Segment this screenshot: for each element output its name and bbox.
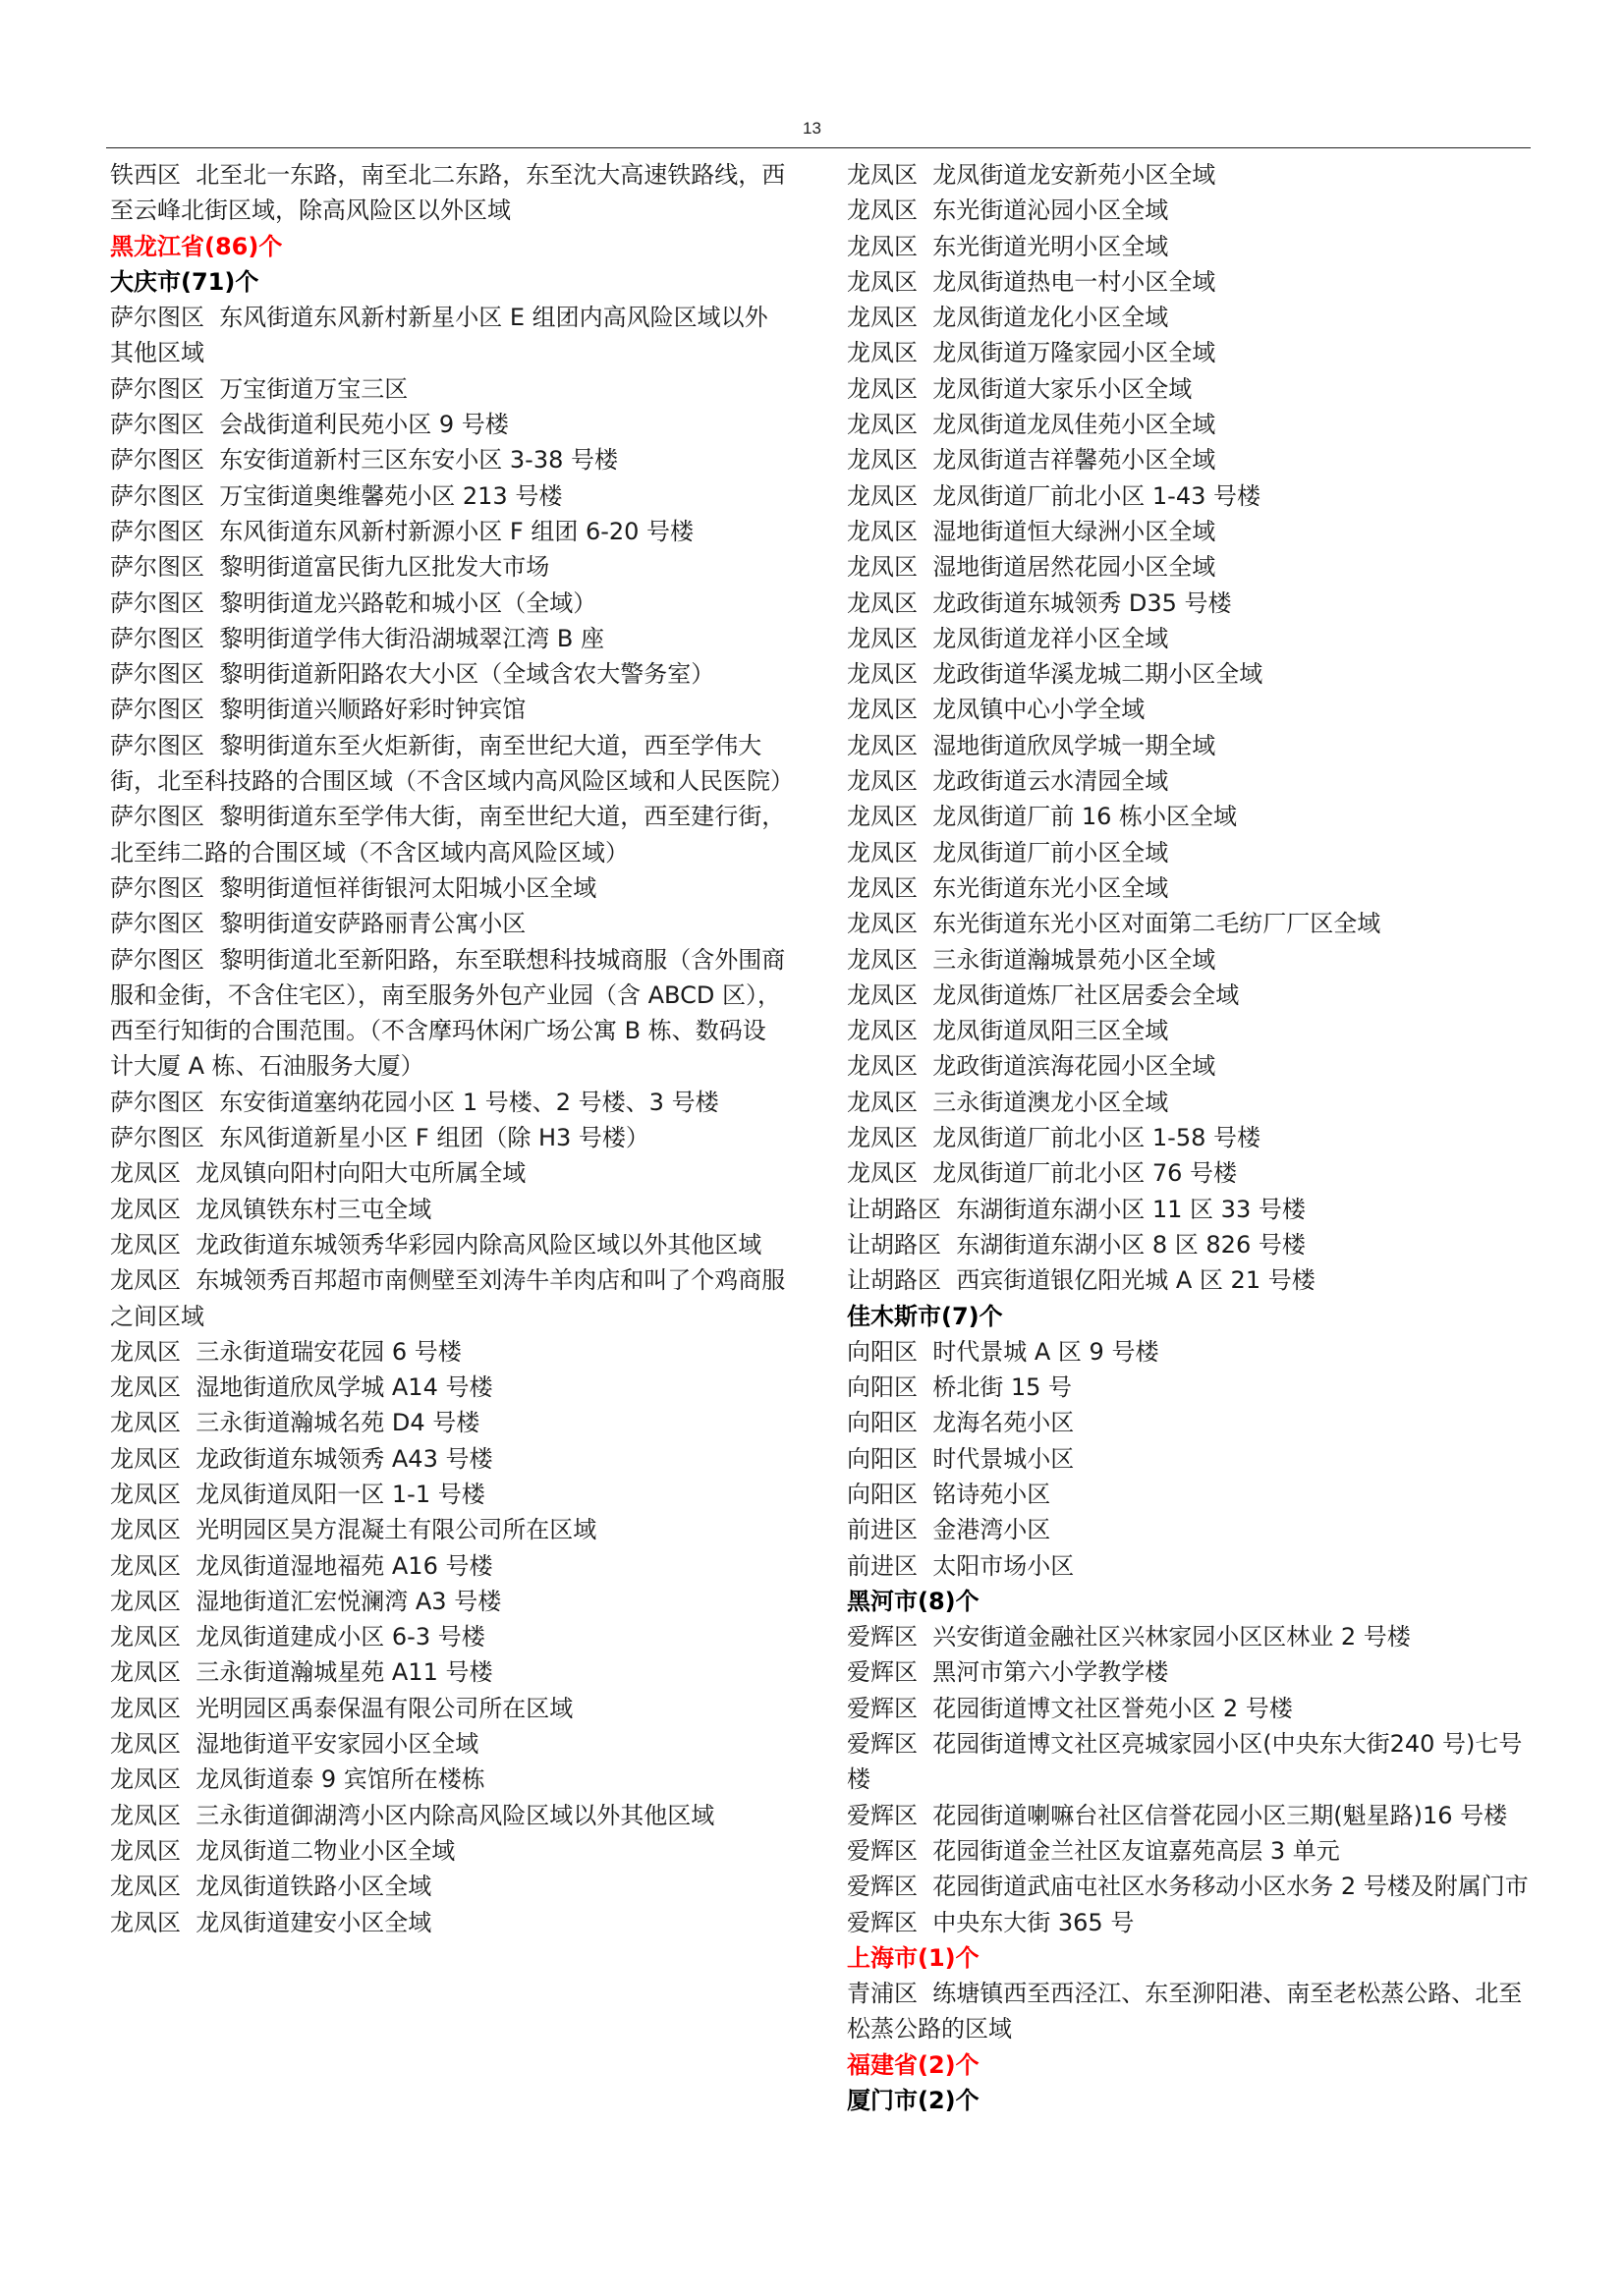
- area-entry: 爱辉区 花园街道金兰社区友谊嘉苑高层 3 单元: [847, 1836, 1340, 1865]
- area-entry: 龙凤区 龙凤街道厂前北小区 1-43 号楼: [847, 481, 1260, 510]
- area-entry: 龙凤区 三永街道澳龙小区全域: [847, 1088, 1169, 1116]
- area-entry: 萨尔图区 黎明街道东至学伟大街，南至世纪大道，西至建行街，北至纬二路的合围区域（不含区域内高风险区域）: [110, 803, 786, 867]
- area-entry: 龙凤区 龙政街道滨海花园小区全域: [847, 1052, 1216, 1081]
- area-entry: 萨尔图区 东风街道东风新村新星小区 E 组团内高风险区域以外其他区域: [110, 304, 768, 367]
- area-entry: 前进区 太阳市场小区: [847, 1551, 1075, 1580]
- area-entry: 萨尔图区 黎明街道龙兴路乾和城小区（全域）: [110, 588, 597, 617]
- area-entry: 爱辉区 花园街道博文社区亮城家园小区(中央东大街240 号)七号楼: [847, 1730, 1523, 1794]
- area-entry: 龙凤区 龙凤镇向阳村向阳大屯所属全域: [110, 1159, 527, 1188]
- area-entry: 龙凤区 湿地街道恒大绿洲小区全域: [847, 517, 1216, 545]
- area-entry: 龙凤区 龙凤镇中心小学全域: [847, 696, 1146, 724]
- area-entry: 龙凤区 湿地街道欣凤学城 A14 号楼: [110, 1373, 493, 1402]
- area-entry: 萨尔图区 黎明街道富民街九区批发大市场: [110, 553, 550, 582]
- province-heading: 上海市(1)个: [847, 1943, 980, 1972]
- area-entry: 龙凤区 龙凤街道龙祥小区全域: [847, 624, 1169, 652]
- area-entry: 龙凤区 龙凤街道大家乐小区全域: [847, 374, 1193, 403]
- area-entry: 龙凤区 龙政街道云水清园全域: [847, 767, 1169, 796]
- area-entry: 爱辉区 花园街道武庙屯社区水务移动小区水务 2 号楼及附属门市: [847, 1873, 1529, 1901]
- area-entry: 爱辉区 花园街道博文社区誉苑小区 2 号楼: [847, 1694, 1293, 1722]
- area-entry: 龙凤区 龙凤街道万隆家园小区全域: [847, 339, 1216, 367]
- area-entry: 龙凤区 龙政街道东城领秀 D35 号楼: [847, 588, 1232, 617]
- area-entry: 龙凤区 东光街道光明小区全域: [847, 232, 1169, 260]
- area-entry: 让胡路区 西宾街道银亿阳光城 A 区 21 号楼: [847, 1266, 1316, 1295]
- area-entry: 龙凤区 湿地街道平安家园小区全域: [110, 1730, 479, 1759]
- area-entry: 龙凤区 龙凤街道厂前北小区 1-58 号楼: [847, 1124, 1260, 1152]
- area-entry: 龙凤区 龙凤街道建安小区全域: [110, 1908, 432, 1936]
- area-entry: 龙凤区 湿地街道居然花园小区全域: [847, 553, 1216, 582]
- area-entry: 萨尔图区 黎明街道兴顺路好彩时钟宾馆: [110, 696, 527, 724]
- area-entry: 龙凤区 龙政街道东城领秀 A43 号楼: [110, 1444, 493, 1473]
- area-entry: 前进区 金港湾小区: [847, 1516, 1051, 1544]
- city-heading: 佳木斯市(7)个: [847, 1302, 1003, 1330]
- area-entry: 龙凤区 龙凤街道泰 9 宾馆所在楼栋: [110, 1765, 485, 1794]
- area-entry: 爱辉区 花园街道喇嘛台社区信誉花园小区三期(魁星路)16 号楼: [847, 1801, 1508, 1829]
- area-entry: 萨尔图区 东安街道塞纳花园小区 1 号楼、2 号楼、3 号楼: [110, 1088, 719, 1116]
- area-entry: 龙凤区 东光街道东光小区全域: [847, 873, 1169, 902]
- area-entry: 龙凤区 三永街道御湖湾小区内除高风险区域以外其他区域: [110, 1801, 715, 1829]
- area-entry: 龙凤区 龙政街道东城领秀华彩园内除高风险区域以外其他区域: [110, 1230, 762, 1259]
- area-entry: 萨尔图区 万宝街道奥维馨苑小区 213 号楼: [110, 481, 563, 510]
- area-entry: 萨尔图区 黎明街道东至火炬新街，南至世纪大道，西至学伟大街，北至科技路的合围区域（不含区域内高风险区域和人民医院）: [110, 731, 794, 796]
- province-heading: 黑龙江省(86)个: [110, 232, 283, 260]
- area-entry: 爱辉区 黑河市第六小学教学楼: [847, 1658, 1169, 1687]
- area-entry: 龙凤区 龙凤街道龙安新苑小区全域: [847, 161, 1216, 189]
- area-entry: 龙凤区 东光街道东光小区对面第二毛纺厂厂区全域: [847, 910, 1381, 938]
- area-entry: 龙凤区 三永街道瀚城名苑 D4 号楼: [110, 1409, 480, 1437]
- area-entry: 青浦区 练塘镇西至西泾江、东至泖阳港、南至老松蒸公路、北至松蒸公路的区域: [847, 1980, 1523, 2043]
- area-entry: 龙凤区 龙政街道华溪龙城二期小区全域: [847, 660, 1263, 689]
- area-entry: 龙凤区 龙凤街道吉祥馨苑小区全域: [847, 446, 1216, 475]
- area-entry: 萨尔图区 黎明街道新阳路农大小区（全域含农大警务室）: [110, 660, 715, 689]
- area-entry: 向阳区 时代景城 A 区 9 号楼: [847, 1337, 1159, 1366]
- area-entry: 龙凤区 龙凤街道二物业小区全域: [110, 1836, 456, 1865]
- area-entry: 爱辉区 兴安街道金融社区兴林家园小区区林业 2 号楼: [847, 1623, 1411, 1651]
- area-entry: 龙凤区 龙凤镇铁东村三屯全域: [110, 1195, 432, 1223]
- area-entry: 龙凤区 三永街道瑞安花园 6 号楼: [110, 1337, 462, 1366]
- area-entry: 萨尔图区 东安街道新村三区东安小区 3-38 号楼: [110, 446, 618, 475]
- area-entry: 龙凤区 龙凤街道炼厂社区居委会全域: [847, 980, 1240, 1009]
- city-heading: 黑河市(8)个: [847, 1587, 980, 1615]
- area-entry: 萨尔图区 东风街道东风新村新源小区 F 组团 6-20 号楼: [110, 517, 695, 545]
- area-entry: 萨尔图区 黎明街道学伟大街沿湖城翠江湾 B 座: [110, 624, 604, 652]
- area-entry: 让胡路区 东湖街道东湖小区 11 区 33 号楼: [847, 1195, 1306, 1223]
- area-entry: 龙凤区 光明园区昊方混凝土有限公司所在区域: [110, 1516, 597, 1544]
- area-entry: 龙凤区 东城领秀百邦超市南侧壁至刘涛牛羊肉店和叫了个鸡商服之间区域: [110, 1266, 786, 1330]
- area-entry: 向阳区 桥北街 15 号: [847, 1373, 1073, 1402]
- area-entry: 龙凤区 三永街道瀚城星苑 A11 号楼: [110, 1658, 493, 1687]
- area-entry: 龙凤区 龙凤街道凤阳三区全域: [847, 1017, 1169, 1045]
- area-entry: 龙凤区 龙凤街道厂前小区全域: [847, 838, 1169, 867]
- area-entry: 龙凤区 龙凤街道厂前北小区 76 号楼: [847, 1159, 1238, 1188]
- area-entry: 龙凤区 龙凤街道铁路小区全域: [110, 1873, 432, 1901]
- area-entry: 向阳区 龙海名苑小区: [847, 1409, 1075, 1437]
- area-entry: 龙凤区 龙凤街道凤阳一区 1-1 号楼: [110, 1480, 485, 1508]
- area-entry: 龙凤区 龙凤街道热电一村小区全域: [847, 267, 1216, 296]
- area-entry: 爱辉区 中央东大街 365 号: [847, 1908, 1135, 1936]
- page-number: 13: [803, 119, 821, 138]
- area-entry: 龙凤区 湿地街道欣凤学城一期全域: [847, 731, 1216, 759]
- area-entry: 铁西区 北至北一东路，南至北二东路，东至沈大高速铁路线，西至云峰北街区域，除高风险区以外区域: [110, 161, 786, 225]
- area-entry: 龙凤区 龙凤街道厂前 16 栋小区全域: [847, 803, 1238, 831]
- area-entry: 萨尔图区 会战街道利民苑小区 9 号楼: [110, 411, 509, 439]
- area-entry: 向阳区 铭诗苑小区: [847, 1480, 1051, 1508]
- province-heading: 福建省(2)个: [847, 2050, 980, 2079]
- area-entry: 龙凤区 光明园区禹泰保温有限公司所在区域: [110, 1694, 574, 1722]
- area-entry: 龙凤区 龙凤街道龙化小区全域: [847, 304, 1169, 332]
- area-entry: 向阳区 时代景城小区: [847, 1444, 1075, 1473]
- city-heading: 大庆市(71)个: [110, 267, 259, 296]
- area-entry: 龙凤区 湿地街道汇宏悦澜湾 A3 号楼: [110, 1587, 502, 1615]
- right-column: [847, 157, 1535, 2118]
- area-entry: 龙凤区 龙凤街道龙凤佳苑小区全域: [847, 411, 1216, 439]
- area-entry: 龙凤区 三永街道瀚城景苑小区全域: [847, 945, 1216, 974]
- area-entry: 龙凤区 东光街道沁园小区全域: [847, 196, 1169, 225]
- area-entry: 萨尔图区 万宝街道万宝三区: [110, 374, 409, 403]
- area-entry: 让胡路区 东湖街道东湖小区 8 区 826 号楼: [847, 1230, 1306, 1259]
- area-entry: 萨尔图区 黎明街道北至新阳路，东至联想科技城商服（含外围商服和金街，不含住宅区），南至服务外包产业园（含 ABCD 区），西至行知街的合围范围。（不含摩玛休闲广场公寓 B 栋、数码设计大厦 A 栋、石油服务大厦）: [110, 945, 786, 1081]
- left-column: [110, 157, 794, 1940]
- area-entry: 龙凤区 龙凤街道湿地福苑 A16 号楼: [110, 1551, 493, 1580]
- area-entry: 萨尔图区 黎明街道恒祥街银河太阳城小区全域: [110, 873, 597, 902]
- header-rule: [106, 147, 1531, 148]
- area-entry: 萨尔图区 东风街道新星小区 F 组团（除 H3 号楼）: [110, 1124, 649, 1152]
- area-entry: 萨尔图区 黎明街道安萨路丽青公寓小区: [110, 910, 527, 938]
- area-entry: 龙凤区 龙凤街道建成小区 6-3 号楼: [110, 1623, 485, 1651]
- city-heading: 厦门市(2)个: [847, 2087, 980, 2115]
